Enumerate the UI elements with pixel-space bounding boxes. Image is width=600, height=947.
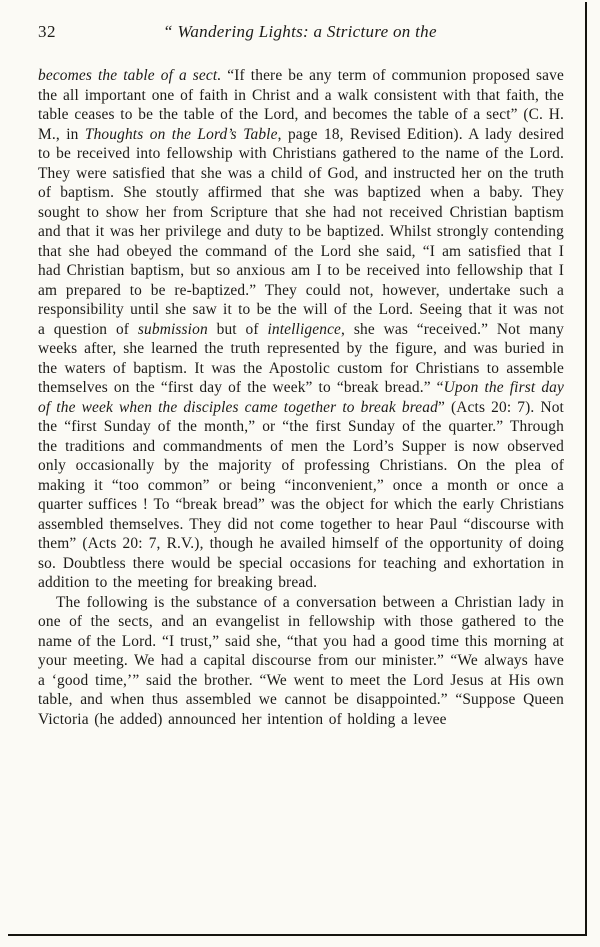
page-edge-right-rule bbox=[585, 2, 587, 936]
running-head bbox=[38, 22, 562, 46]
page-edge-bottom-rule bbox=[8, 934, 587, 936]
paragraph bbox=[38, 593, 564, 730]
italic-text-segment: becomes the table of a sect. bbox=[38, 67, 222, 84]
text-segment: ” (Acts 20: 7). Not the “first Sunday of the month,” or “the first Sunday of the quarter.” Through the traditions and commandments of men the Lord’s Supper is now observed only occasionally by the majority of professing Christians. On the plea of making it “too common” or being “inconvenient,” once a month or once a quarter suffices ! To “break bread” was the object for which the early Christians assembled themselves. They did not come together to hear Paul “discourse with them” (Acts 20: 7, R.V.), though he availed himself of the opportunity of doing so. Doubtless there would be special occasions for teaching and exhortation in addition to the meeting for breaking bread. bbox=[38, 398, 564, 591]
page-number: 32 bbox=[38, 22, 56, 41]
italic-text-segment: Thoughts on the Lord’s Table bbox=[84, 125, 278, 143]
text-segment: , she was “received.” Not many weeks after, she learned the truth represented by the figure, and was buried in the waters of baptism. It was the Apostolic custom for Christians to assemble themselves on the “first day of the week” to “break bread.” “ bbox=[38, 320, 565, 396]
text-segment: “If there be any term of communion proposed save the all important one of faith in Christ and a walk consistent with that faith, the table ceases to be the table of the Lord, and becomes the table of a sect” (C. H. M., in bbox=[38, 67, 564, 143]
running-head-title: “ Wandering Lights: a Stricture on the bbox=[163, 22, 437, 41]
italic-text-segment: intelligence bbox=[267, 320, 342, 338]
text-segment: The following is the substance of a conversation between a Christian lady in one of the sects, and an evangelist in fellowship with those gathered to the name of the Lord. “I trust,” said she, “that you had a good time this morning at your meeting. We had a capital discourse from our minister.” “We always have a ‘good time,’” said the brother. “We went to meet the Lord Jesus at His own table, and when thus assembled we cannot be disappointed.” “Suppose Queen Victoria (he added) announced her intention of holding a levee bbox=[38, 593, 564, 728]
text-segment: but of bbox=[207, 320, 268, 338]
italic-text-segment: Upon the first day of the week when the disciples came together to break bread bbox=[38, 379, 564, 416]
paragraph bbox=[38, 66, 564, 593]
text-segment: , page 18, Revised Edition). A lady desired to be received into fellowship with Christians gathered to the name of the Lord. They were satisfied that she was a child of God, and instructed her on the truth of baptism. She stoutly affirmed that she was baptized when a baby. They sought to show her from Scripture that she had not received Christian baptism and that it was her privilege and duty to be baptized. Whilst strongly contending that she had obeyed the command of the Lord she said, “I am satisfied that I had Christian baptism, but so anxious am I to be received into fellowship that I am prepared to be re-baptized.” They could not, however, undertake such a responsibility until she saw it to be the will of the Lord. Seeing that it was not a question of bbox=[38, 125, 564, 338]
page-body bbox=[38, 66, 564, 729]
italic-text-segment: submission bbox=[137, 320, 208, 338]
